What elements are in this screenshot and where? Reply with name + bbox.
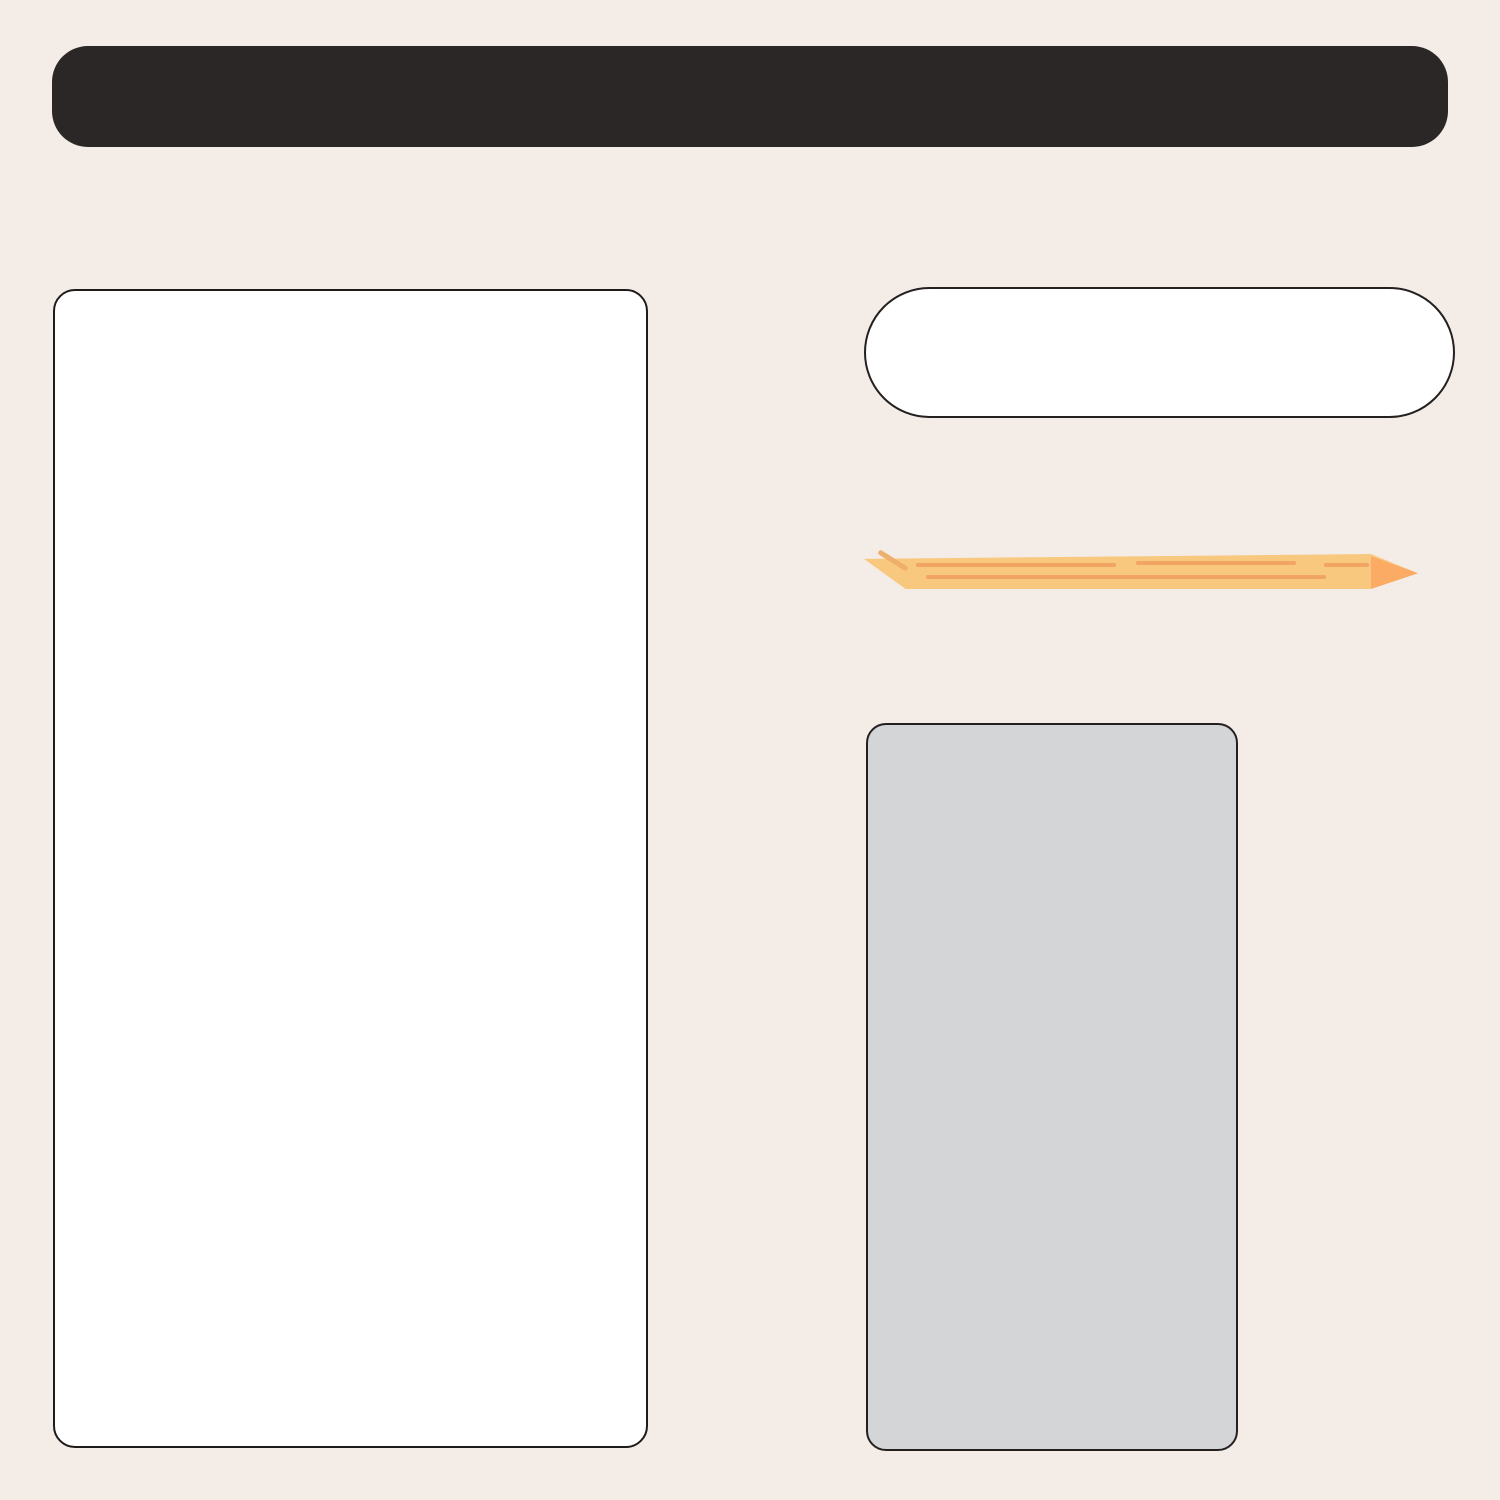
light-protection-bag — [866, 723, 1238, 1451]
manicure-stick-body — [864, 554, 1418, 589]
manicure-stick — [864, 554, 1418, 589]
nail-wrap-sheet — [53, 289, 648, 1448]
manicure-stick-stripe — [926, 575, 1326, 579]
header-banner — [52, 46, 1448, 147]
manicure-stick-stripe — [916, 563, 1116, 567]
manicure-stick-tip — [1371, 554, 1418, 589]
nail-file — [864, 287, 1455, 418]
manicure-stick-stripe — [1136, 561, 1296, 565]
manicure-stick-stripe — [1324, 563, 1369, 567]
